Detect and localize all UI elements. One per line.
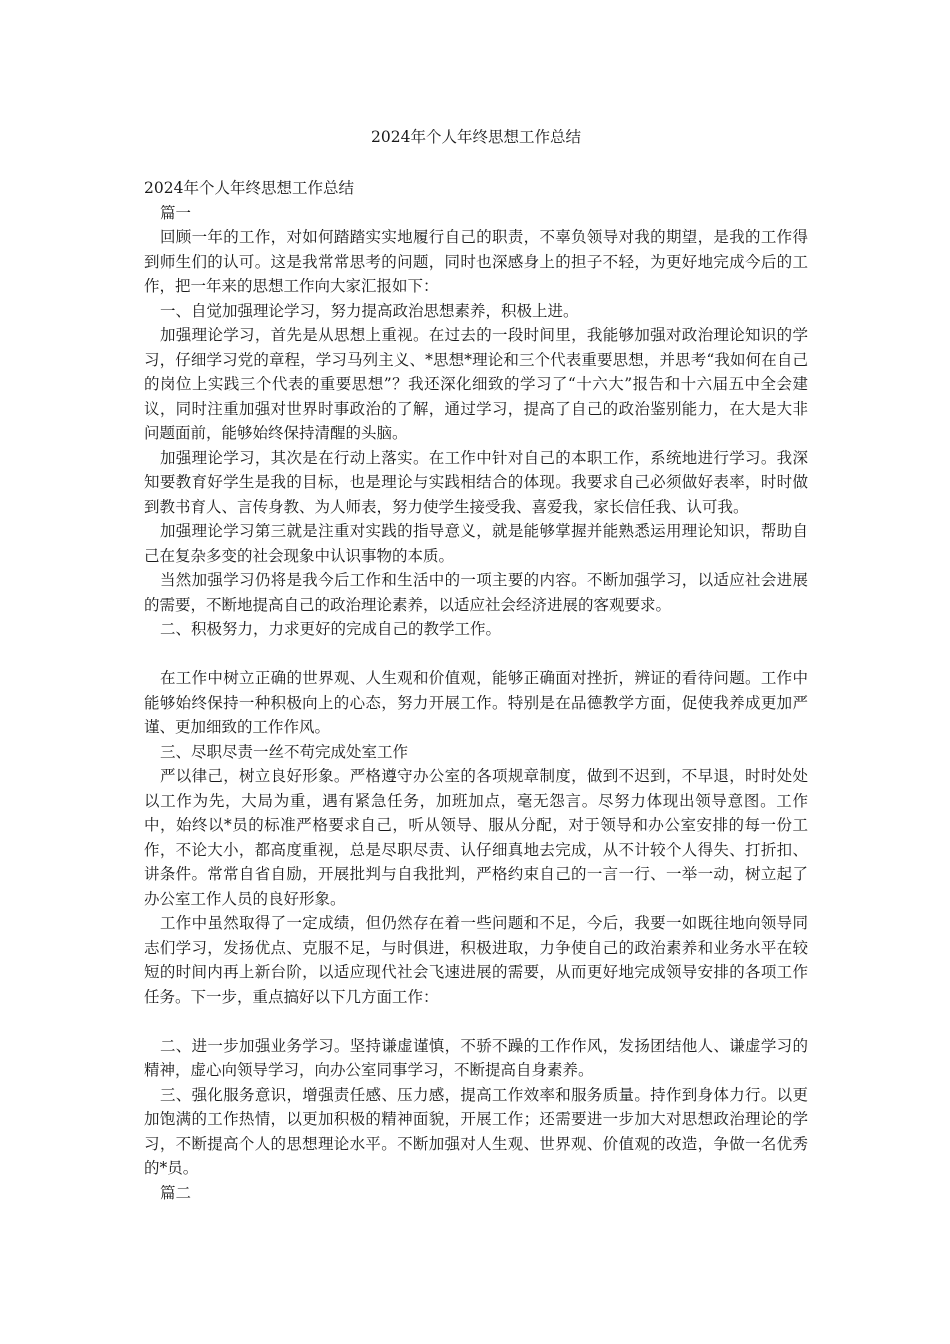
paragraph: 工作中虽然取得了一定成绩，但仍然存在着一些问题和不足，今后，我要一如既往地向领导同志们学习，发扬优点、克服不足，与时俱进，积极进取，力争使自己的政治素养和业务水平在较短的时间内再上新台阶，以适应现代社会飞速进展的需要，从而更好地完成领导安排的各项工作任务。下一步，重点搞好以下几方面工作： — [144, 914, 808, 1006]
section-heading: 三、尽职尽责一丝不苟完成处室工作 — [160, 742, 409, 761]
paragraph: 加强理论学习，其次是在行动上落实。在工作中针对自己的本职工作，系统地进行学习。我深知要教育好学生是我的目标，也是理论与实践相结合的体现。我要求自己必须做好表率，时时做到教书育人、言传身教、为人师表，努力使学生接受我、喜爱我，家长信任我、认可我。 — [144, 448, 808, 516]
paragraph: 回顾一年的工作，对如何踏踏实实地履行自己的职责，不辜负领导对我的期望，是我的工作得到师生们的认可。这是我常常思考的问题，同时也深感身上的担子不轻，为更好地完成今后的工作，把一年来的思想工作向大家汇报如下： — [144, 228, 808, 295]
document-title: 2024年个人年终思想工作总结 — [371, 128, 581, 146]
paragraph: 三、强化服务意识，增强责任感、压力感，提高工作效率和服务质量。持作到身体力行。以更加饱满的工作热情，以更加积极的精神面貌，开展工作；还需要进一步加大对思想政治理论的学习，不断提高个人的思想理论水平。不断加强对人生观、世界观、价值观的改造，争做一名优秀的*员。 — [144, 1085, 808, 1177]
section-label-part-one: 篇一 — [160, 203, 192, 222]
document-subtitle: 2024年个人年终思想工作总结 — [144, 179, 354, 197]
paragraph: 加强理论学习，首先是从思想上重视。在过去的一段时间里，我能够加强对政治理论知识的学习，仔细学习党的章程，学习马列主义、*思想*理论和三个代表重要思想，并思考“我如何在自己的岗位上实践三个代表的重要思想”？我还深化细致的学习了“十六大”报告和十六届五中全会建议，同时注重加强对世界时事政治的了解，通过学习，提高了自己的政治鉴别能力，在大是大非问题面前，能够始终保持清醒的头脑。 — [144, 326, 808, 442]
section-heading: 二、积极努力，力求更好的完成自己的教学工作。 — [160, 620, 502, 638]
blank-line — [144, 1009, 808, 1034]
section-label-part-two: 篇二 — [160, 1183, 192, 1202]
paragraph: 严以律己，树立良好形象。严格遵守办公室的各项规章制度，做到不迟到，不早退，时时处处以工作为先，大局为重，遇有紧急任务，加班加点，毫无怨言。尽努力体现出领导意图。工作中，始终以*员的标准严格要求自己，听从领导、服从分配，对于领导和办公室安排的每一份工作，不论大小，都高度重视，总是尽职尽责、认仔细真地去完成，从不计较个人得失、打折扣、讲条件。常常自省自励，开展批判与自我批判，严格约束自己的一言一行、一举一动，树立起了办公室工作人员的良好形象。 — [144, 767, 808, 908]
blank-line — [144, 642, 808, 667]
paragraph: 加强理论学习第三就是注重对实践的指导意义，就是能够掌握并能熟悉运用理论知识，帮助自己在复杂多变的社会现象中认识事物的本质。 — [144, 522, 808, 565]
section-heading: 一、自觉加强理论学习，努力提高政治思想素养，积极上进。 — [160, 301, 579, 320]
document-body — [144, 176, 808, 1205]
paragraph: 在工作中树立正确的世界观、人生观和价值观，能够正确面对挫折，辨证的看待问题。工作中能够始终保持一种积极向上的心态，努力开展工作。特别是在品德教学方面，促使我养成更加严谨、更加细致的工作作风。 — [144, 669, 808, 736]
paragraph: 当然加强学习仍将是我今后工作和生活中的一项主要的内容。不断加强学习，以适应社会进展的需要，不断地提高自己的政治理论素养，以适应社会经济进展的客观要求。 — [144, 571, 808, 614]
paragraph: 二、进一步加强业务学习。坚持谦虚谨慎，不骄不躁的工作作风，发扬团结他人、谦虚学习的精神，虚心向领导学习，向办公室同事学习，不断提高自身素养。 — [144, 1036, 808, 1079]
